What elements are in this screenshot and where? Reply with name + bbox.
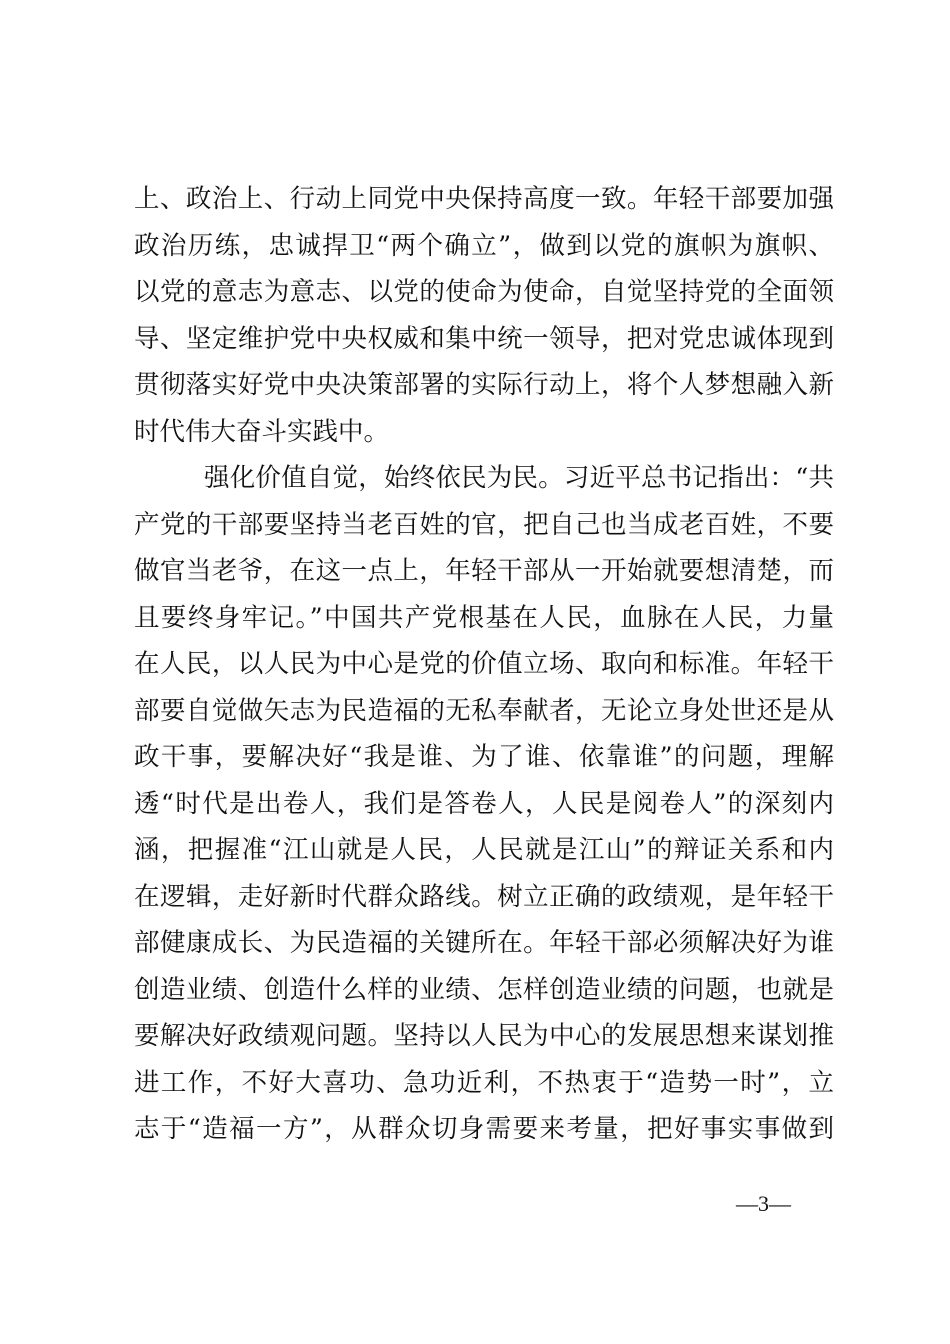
body-text	[134, 176, 834, 1153]
text-line: 志于“造福一方”，从群众切身需要来考量，把好事实事做到	[134, 1114, 834, 1144]
text-line: 在人民，以人民为中心是党的价值立场、取向和标准。年轻干	[134, 649, 834, 679]
text-line: 要解决好政绩观问题。坚持以人民为中心的发展思想来谋划推	[134, 1021, 834, 1051]
text-line: 透“时代是出卷人，我们是答卷人，人民是阅卷人”的深刻内	[134, 788, 834, 819]
text-line: 在逻辑，走好新时代群众路线。树立正确的政绩观，是年轻干	[134, 881, 834, 912]
paragraph-continued	[134, 176, 834, 455]
text-line: 涵，把握准“江山就是人民，人民就是江山”的辩证关系和内	[134, 835, 834, 865]
text-line: 政干事，要解决好“我是谁、为了谁、依靠谁”的问题，理解	[134, 742, 834, 772]
text-line: 以党的意志为意志、以党的使命为使命，自觉坚持党的全面领	[134, 277, 834, 307]
text-line: 政治历练，忠诚捍卫“两个确立”，做到以党的旗帜为旗帜、	[134, 230, 834, 261]
text-line: 做官当老爷，在这一点上，年轻干部从一开始就要想清楚，而	[134, 556, 834, 586]
page-number: —3—	[736, 1191, 791, 1216]
paragraph-value-awareness	[134, 455, 834, 1153]
text-line: 部要自觉做矢志为民造福的无私奉献者，无论立身处世还是从	[134, 695, 834, 726]
text-line: 强化价值自觉，始终依民为民。习近平总书记指出：“共	[204, 463, 834, 493]
text-line: 部健康成长、为民造福的关键所在。年轻干部必须解决好为谁	[134, 928, 834, 958]
text-line: 进工作，不好大喜功、急功近利，不热衷于“造势一时”，立	[134, 1067, 834, 1098]
text-line: 产党的干部要坚持当老百姓的官，把自己也当成老百姓，不要	[134, 509, 834, 540]
text-line: 导、坚定维护党中央权威和集中统一领导，把对党忠诚体现到	[134, 323, 834, 354]
text-line: 时代伟大奋斗实践中。	[134, 416, 390, 447]
text-line: 且要终身牢记。”中国共产党根基在人民，血脉在人民，力量	[134, 602, 834, 633]
text-line: 上、政治上、行动上同党中央保持高度一致。年轻干部要加强	[134, 184, 834, 214]
text-line: 创造业绩、创造什么样的业绩、怎样创造业绩的问题，也就是	[134, 974, 834, 1005]
text-line: 贯彻落实好党中央决策部署的实际行动上，将个人梦想融入新	[134, 370, 834, 400]
